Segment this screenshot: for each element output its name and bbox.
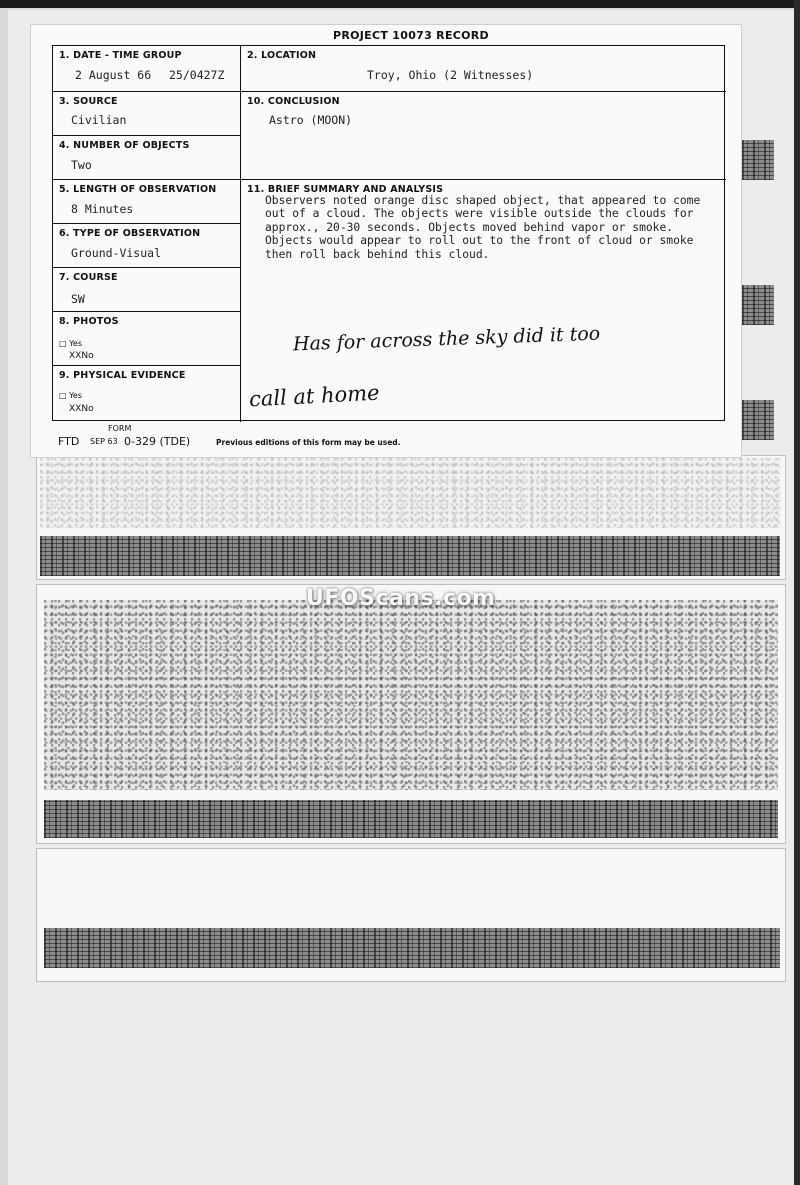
form-title: PROJECT 10073 RECORD — [332, 29, 489, 42]
location-value: Troy, Ohio (2 Witnesses) — [367, 68, 534, 82]
conclusion-label: 10. CONCLUSION — [247, 96, 340, 107]
summary-text — [265, 194, 735, 261]
photos-label: 8. PHOTOS — [59, 316, 119, 327]
scan-band-2 — [44, 800, 778, 838]
photos-no-checkbox: XXNo — [69, 351, 94, 361]
length-label: 5. LENGTH OF OBSERVATION — [59, 184, 217, 195]
watermark: UFOScans.com — [306, 586, 496, 611]
cell-physical — [53, 366, 241, 422]
datetime-label: 1. DATE - TIME GROUP — [59, 50, 182, 61]
course-label: 7. COURSE — [59, 272, 118, 283]
edge-strip-2 — [742, 285, 774, 325]
photo-border-top — [0, 0, 800, 8]
photo-border-right — [794, 0, 800, 1185]
edge-strip-3 — [742, 400, 774, 440]
source-value: Civilian — [71, 113, 127, 127]
photos-yes-checkbox: □ Yes — [59, 339, 83, 348]
edge-strip-1 — [742, 140, 774, 180]
cell-summary — [241, 180, 726, 422]
conclusion-value: Astro (MOON) — [269, 113, 353, 127]
summary-line-1: Observers noted orange disc shaped object, that appeared to come — [265, 194, 701, 207]
handwritten-note-1: Has for across the sky did it too — [292, 322, 601, 356]
cell-type — [53, 224, 241, 268]
scan-band-3 — [44, 928, 780, 968]
summary-line-4: Objects would appear to roll out to the front of cloud or smoke — [265, 234, 694, 248]
location-label: 2. LOCATION — [247, 50, 317, 61]
summary-line-5: then roll back behind this cloud. — [265, 247, 490, 261]
scan-band-1 — [40, 536, 780, 576]
source-label: 3. SOURCE — [59, 96, 118, 107]
footer-form-word: FORM — [108, 424, 132, 433]
back-sheet-1-texture — [40, 458, 780, 528]
footer-prefix: FTD — [58, 435, 80, 448]
num-objects-value: Two — [71, 158, 92, 172]
cell-course — [53, 268, 241, 312]
datetime-date: 2 August 66 — [75, 68, 152, 82]
handwritten-note-2: call at home — [248, 380, 381, 412]
back-sheet-2-texture — [44, 600, 778, 790]
footer-note: Previous editions of this form may be used. — [216, 438, 401, 447]
form-grid — [52, 45, 725, 421]
cell-num-objects — [53, 136, 241, 180]
summary-line-2: out of a cloud. The objects were visible outside the clouds for — [265, 207, 694, 221]
cell-conclusion — [241, 92, 726, 180]
summary-label: 11. BRIEF SUMMARY AND ANALYSIS — [247, 184, 444, 195]
footer-date-code: SEP 63 — [90, 437, 118, 446]
type-label: 6. TYPE OF OBSERVATION — [59, 228, 201, 239]
physical-yes-checkbox: □ Yes — [59, 391, 83, 400]
cell-datetime — [53, 46, 241, 92]
length-value: 8 Minutes — [71, 202, 134, 216]
num-objects-label: 4. NUMBER OF OBJECTS — [59, 140, 190, 151]
physical-no-checkbox: XXNo — [69, 404, 94, 414]
summary-line-3: approx., 20-30 seconds. Objects moved behind vapor or smoke. — [265, 220, 674, 234]
physical-label: 9. PHYSICAL EVIDENCE — [59, 370, 186, 381]
cell-length — [53, 180, 241, 224]
cell-location — [241, 46, 726, 92]
course-value: SW — [71, 292, 85, 306]
footer-form-number: 0-329 (TDE) — [124, 435, 191, 448]
cell-photos — [53, 312, 241, 366]
type-value: Ground-Visual — [71, 246, 162, 260]
cell-source — [53, 92, 241, 136]
datetime-time: 25/0427Z — [169, 68, 225, 82]
